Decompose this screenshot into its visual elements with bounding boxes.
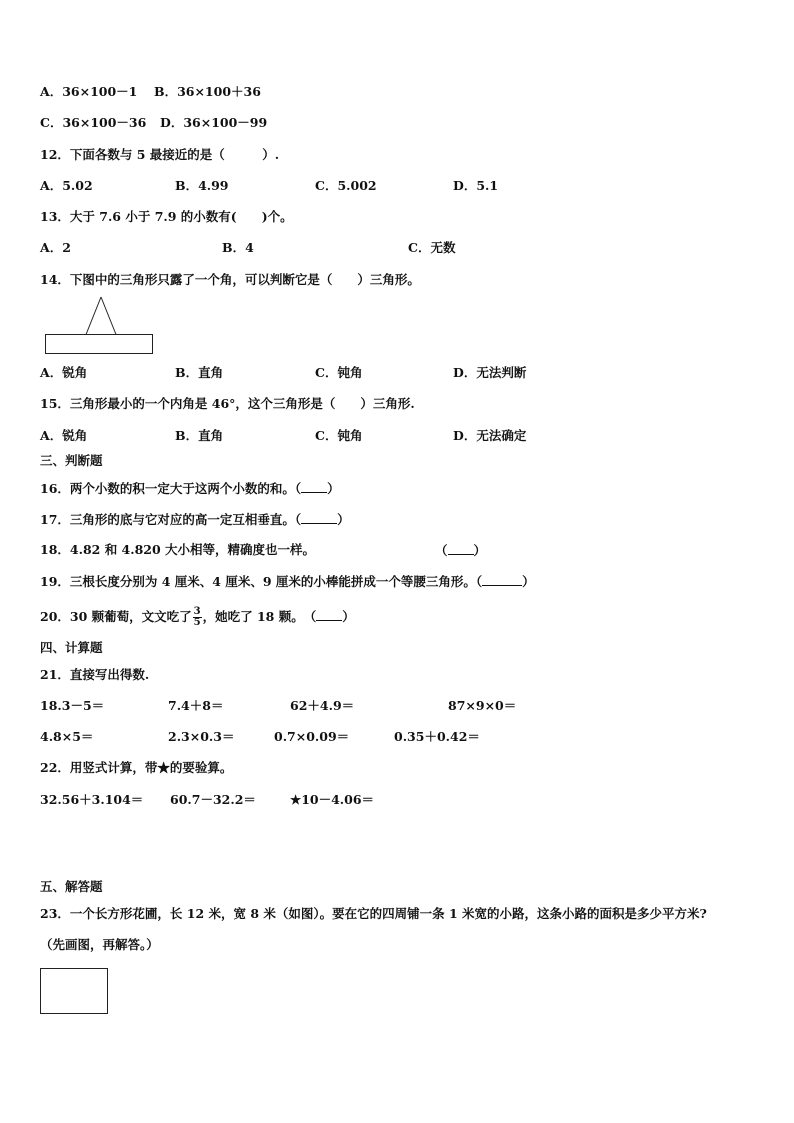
q19-close: ）	[522, 574, 535, 589]
q17-answer-blank[interactable]	[301, 511, 337, 524]
q15-option-a: A．锐角	[40, 428, 88, 443]
q16-close: ）	[327, 481, 340, 496]
q21-item: 0.35＋0.42＝	[394, 729, 480, 744]
q18-close: ）	[473, 543, 487, 558]
q11-option-c: C．36×100－36	[40, 115, 147, 130]
q20-fraction	[193, 607, 202, 628]
q12-stem: 12．下面各数与 5 最接近的是（ ）.	[40, 147, 280, 162]
q14-option-d: D．无法判断	[453, 365, 527, 380]
q21-item: 4.8×5＝	[40, 729, 94, 744]
q22-item: 60.7－32.2＝	[170, 792, 256, 807]
q20-stem-b: ，她吃了 18 颗。 （	[202, 609, 317, 624]
triangle-side-right	[101, 297, 116, 335]
q20	[40, 607, 355, 628]
q11-option-a: A．36×100－1	[40, 84, 138, 99]
q21-item: 62＋4.9＝	[290, 698, 355, 713]
q15-option-d: D．无法确定	[453, 428, 527, 443]
q19-stem: 19．三根长度分别为 4 厘米、4 厘米、9 厘米的小棒能拼成一个等腰三角形。（	[40, 574, 483, 589]
triangle-side-left	[86, 297, 101, 335]
q12-option-a: A．5.02	[40, 178, 93, 193]
q22-stem: 22．用竖式计算，带★的要验算。	[40, 760, 233, 775]
q12-option-d: D．5.1	[453, 178, 499, 193]
section-heading-calculation: 四、计算题	[40, 640, 103, 655]
q21-item: 0.7×0.09＝	[274, 729, 350, 744]
q20-close: ）	[342, 609, 355, 624]
q21-stem: 21．直接写出得数.	[40, 667, 150, 682]
q13-option-b: B．4	[222, 240, 254, 255]
section-heading-solve: 五、解答题	[40, 879, 103, 894]
q21-item: 2.3×0.3＝	[168, 729, 235, 744]
q14-stem: 14．下图中的三角形只露了一个角，可以判断它是（ ）三角形。	[40, 272, 420, 287]
q18-answer	[435, 542, 486, 559]
q19-answer-blank[interactable]	[482, 573, 522, 586]
q22-item: ★10－4.06＝	[290, 792, 375, 807]
q18-answer-blank[interactable]	[448, 542, 474, 555]
q21-item: 87×9×0＝	[448, 698, 517, 713]
section-heading-judgement: 三、判断题	[40, 453, 103, 468]
fraction-denominator: 5	[193, 617, 201, 628]
q17-close: ）	[337, 512, 350, 527]
q16-answer-blank[interactable]	[301, 480, 327, 493]
q13-stem: 13．大于 7.6 小于 7.9 的小数有( )个。	[40, 209, 293, 224]
q23-note: （先画图，再解答。）	[40, 937, 159, 952]
q12-option-b: B．4.99	[175, 178, 229, 193]
q12-option-c: C．5.002	[315, 178, 377, 193]
q19	[40, 573, 535, 590]
q23-stem: 23．一个长方形花圃，长 12 米，宽 8 米（如图）。要在它的四周铺一条 1 米宽的小路，这条小路的面积是多少平方米?	[40, 906, 707, 921]
q11-option-d: D．36×100－99	[160, 115, 268, 130]
q13-option-a: A．2	[40, 240, 71, 255]
q23-garden-rectangle	[39, 967, 111, 1017]
q18-open: （	[435, 543, 448, 558]
q14-option-b: B．直角	[175, 365, 224, 380]
q21-item: 18.3－5＝	[40, 698, 105, 713]
q16-stem: 16．两个小数的积一定大于这两个小数的和。（	[40, 481, 302, 496]
q21-item: 7.4＋8＝	[168, 698, 224, 713]
q17	[40, 511, 350, 528]
q22-item: 32.56＋3.104＝	[40, 792, 144, 807]
q20-answer-blank[interactable]	[316, 608, 342, 621]
q14-option-c: C．钝角	[315, 365, 363, 380]
q17-stem: 17．三角形的底与它对应的高一定互相垂直。（	[40, 512, 302, 527]
q18-stem: 18．4.82 和 4.820 大小相等，精确度也一样。	[40, 542, 316, 557]
q15-stem: 15．三角形最小的一个内角是 46°，这个三角形是（ ）三角形.	[40, 396, 415, 411]
q13-option-c: C．无数	[408, 240, 456, 255]
covering-rectangle	[46, 335, 153, 354]
fraction-numerator: 3	[193, 606, 201, 617]
q16	[40, 480, 340, 497]
garden-rect-shape	[41, 969, 108, 1014]
q15-option-b: B．直角	[175, 428, 224, 443]
q14-triangle-figure	[40, 294, 160, 356]
q15-option-c: C．钝角	[315, 428, 363, 443]
q14-option-a: A．锐角	[40, 365, 88, 380]
q20-stem-a: 20．30 颗葡萄，文文吃了	[40, 609, 192, 624]
q11-option-b: B．36×100＋36	[154, 84, 261, 99]
